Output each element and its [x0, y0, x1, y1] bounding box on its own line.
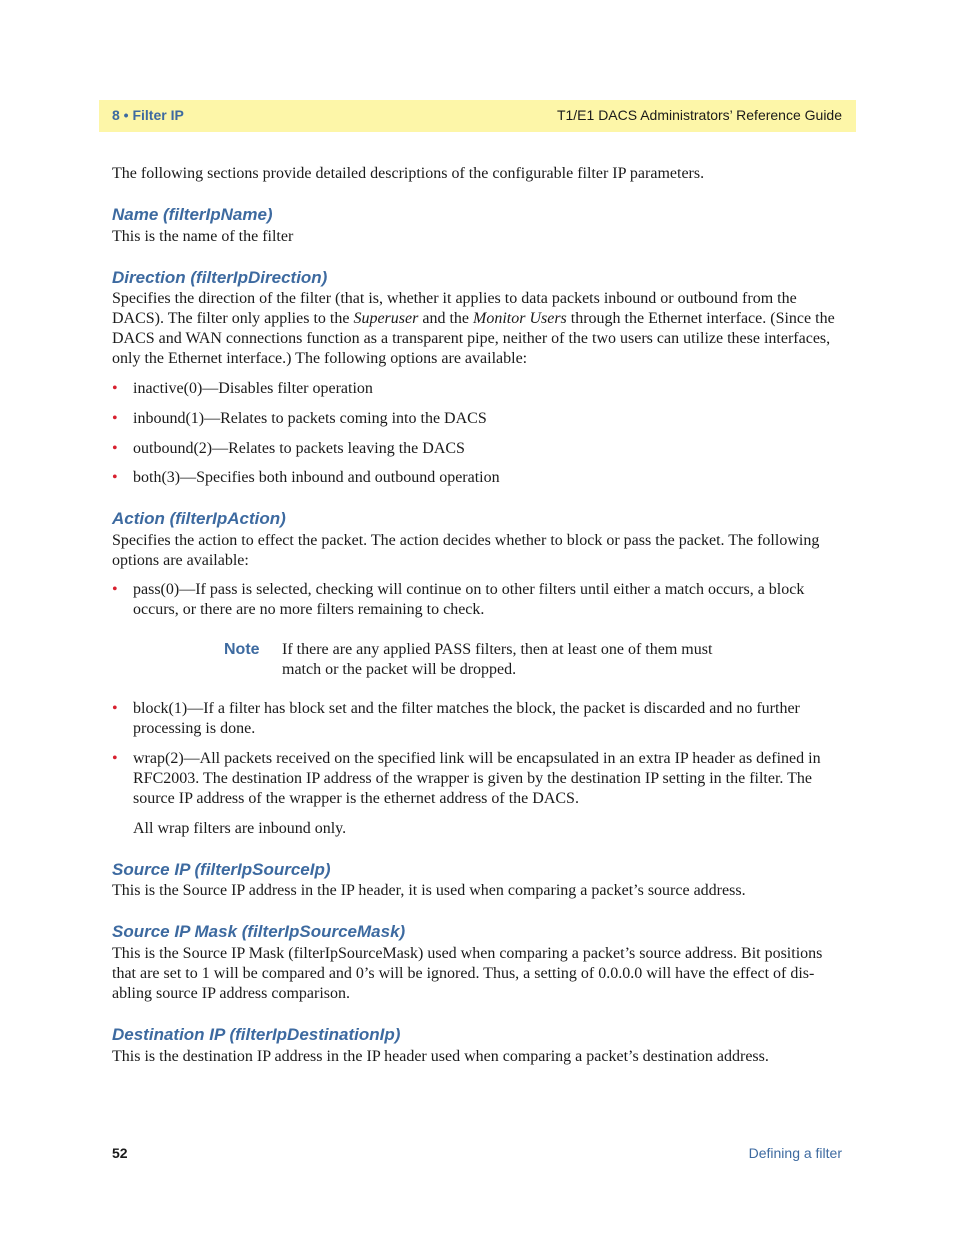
option-inactive: inactive(0)—Disables filter operation — [133, 380, 373, 397]
action-body: Specifies the action to effect the packet. The action decides whether to block or pass the packet. The following options are available: — [112, 532, 820, 569]
bullet-icon: • — [112, 380, 118, 397]
bullet-icon: • — [112, 469, 118, 486]
bullet-icon: • — [112, 410, 118, 427]
monitor-users-term: Monitor Users — [473, 310, 567, 327]
bullet-icon: • — [112, 440, 118, 457]
intro-paragraph: The following sections provide detailed descriptions of the configurable filter IP parameters. — [112, 165, 705, 182]
bullet-icon: • — [112, 750, 118, 767]
superuser-term: Superuser — [353, 310, 419, 327]
option-inbound: inbound(1)—Relates to packets coming into the DACS — [133, 410, 487, 427]
heading-source-mask: Source IP Mask (filterIpSourceMask) — [112, 922, 406, 941]
destination-ip-body: This is the destination IP address in the IP header used when comparing a packet’s destination address. — [112, 1048, 769, 1065]
direction-body-part1: Specifies the direction of the filter (that is, whether it applies to data packets inbound or outbound from the DACS). The filter only applies to the — [112, 290, 797, 327]
option-wrap: wrap(2)—All packets received on the specified link will be encapsulated in an extra IP header as defined in RFC2003. The destination IP address of the wrapper is given by the destination IP setting in the filter. The source IP address of the wrapper is the ethernet address of the DACS. — [133, 750, 821, 807]
heading-destination-ip: Destination IP (filterIpDestinationIp) — [112, 1025, 401, 1044]
running-header — [99, 100, 856, 132]
heading-direction: Direction (filterIpDirection) — [112, 268, 328, 287]
note-label: Note — [224, 641, 260, 658]
direction-body-part3: through the Ethernet interface. (Since the DACS and WAN connections function as a transparent pipe, neither of the two users can utilize these interfaces, only the Ethernet interface.) The following options are available: — [112, 310, 835, 367]
bullet-icon: • — [112, 581, 118, 598]
option-outbound: outbound(2)—Relates to packets leaving the DACS — [133, 440, 465, 457]
wrap-note: All wrap filters are inbound only. — [133, 820, 347, 837]
heading-source-ip: Source IP (filterIpSourceIp) — [112, 860, 331, 879]
direction-body — [112, 289, 842, 369]
option-block: block(1)—If a filter has block set and the filter matches the block, the packet is discarded and no further processing is done. — [133, 700, 800, 737]
source-mask-body: This is the Source IP Mask (filterIpSourceMask) used when comparing a packet’s source address. Bit positions that are set to 1 will be compared and 0’s will be ignored. Thus, a setting of 0.0.0.0 will have the effect of dis-abling source IP address comparison. — [112, 945, 823, 1002]
header-guide-title: T1/E1 DACS Administrators’ Reference Guide — [556, 107, 842, 123]
direction-body-part2: and the — [418, 310, 473, 327]
source-ip-body: This is the Source IP address in the IP header, it is used when comparing a packet’s source address. — [112, 882, 746, 899]
option-pass: pass(0)—If pass is selected, checking will continue on to other filters until either a match occurs, a block occurs, or there are no more filters remaining to check. — [133, 581, 805, 618]
page-number: 52 — [112, 1145, 128, 1161]
footer-section: Defining a filter — [748, 1145, 842, 1161]
heading-name: Name (filterIpName) — [112, 205, 273, 224]
option-both: both(3)—Specifies both inbound and outbound operation — [133, 469, 500, 486]
header-chapter: 8 • Filter IP — [112, 107, 184, 123]
bullet-icon: • — [112, 700, 118, 717]
heading-action: Action (filterIpAction) — [112, 509, 286, 528]
name-body: This is the name of the filter — [112, 228, 294, 245]
note-text: If there are any applied PASS filters, then at least one of them must match or the packet will be dropped. — [282, 641, 713, 678]
